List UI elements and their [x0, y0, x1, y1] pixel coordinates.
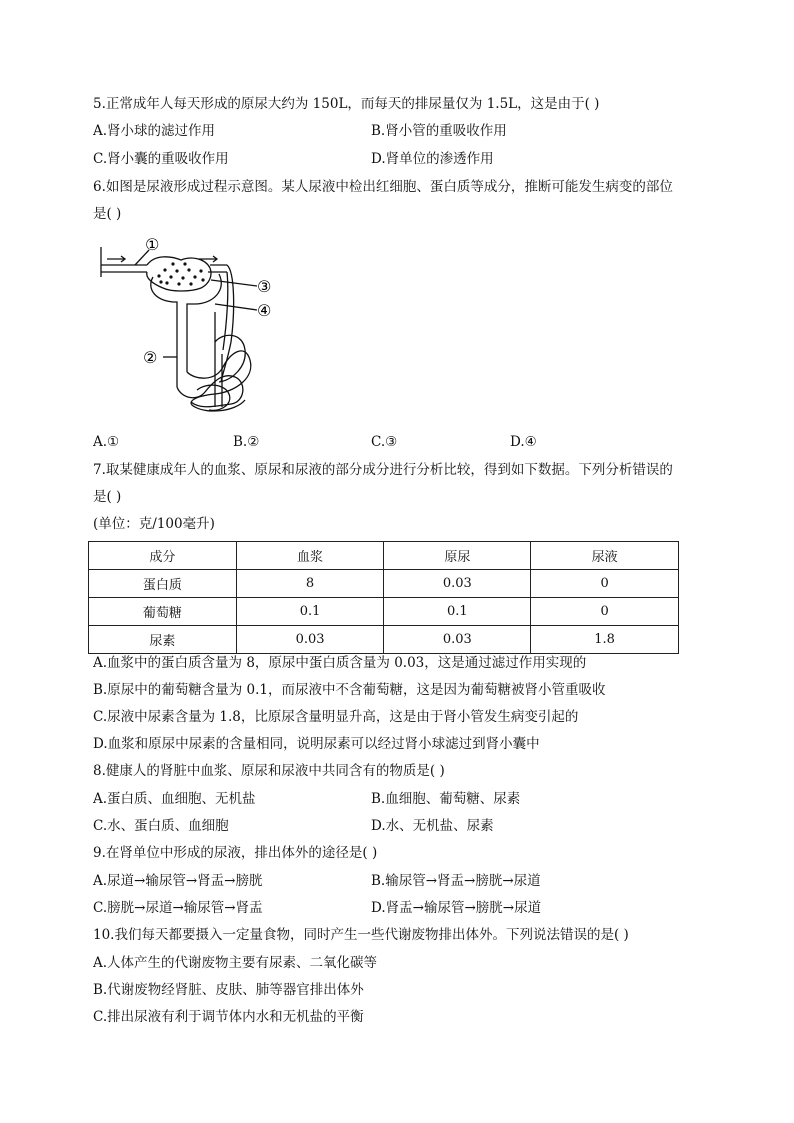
q5-option-d: D.肾单位的渗透作用 [371, 151, 494, 167]
table-cell: 0.03 [384, 570, 531, 598]
q9-stem: 9.在肾单位中形成的尿液，排出体外的途径是( ) [93, 845, 378, 861]
q6-stem-line2: 是( ) [93, 206, 122, 222]
table-row [89, 598, 679, 626]
table-cell: 尿素 [89, 626, 237, 654]
table-row [89, 626, 679, 654]
q6-option-b: B.② [233, 434, 260, 450]
nephron-diagram-svg [95, 232, 295, 422]
q9-option-d: D.肾盂→输尿管→膀胱→尿道 [371, 900, 542, 916]
table-row [89, 570, 679, 598]
q8-option-d: D.水、无机盐、尿素 [371, 818, 494, 834]
table-header-cell: 血浆 [236, 542, 384, 570]
table-cell: 0.1 [236, 598, 384, 626]
table-cell: 葡萄糖 [89, 598, 237, 626]
diagram-label-4: ④ [257, 301, 272, 320]
table-cell: 0 [531, 598, 679, 626]
q9-option-b: B.输尿管→肾盂→膀胱→尿道 [371, 873, 541, 889]
table-cell: 8 [236, 570, 384, 598]
q7-option-b: B.原尿中的葡萄糖含量为 0.1，而尿液中不含葡萄糖，这是因为葡萄糖被肾小管重吸收 [93, 682, 606, 698]
nephron-diagram [95, 232, 295, 426]
data-table [88, 541, 679, 654]
table-cell: 0 [531, 570, 679, 598]
q7-option-d: D.血浆和原尿中尿素的含量相同，说明尿素可以经过肾小球滤过到肾小囊中 [93, 736, 540, 752]
diagram-label-2: ② [143, 348, 158, 367]
table-cell: 1.8 [531, 626, 679, 654]
q7-stem-line2: 是( ) [93, 489, 122, 505]
q9-option-a: A.尿道→输尿管→肾盂→膀胱 [93, 873, 263, 889]
q6-stem-line1: 6.如图是尿液形成过程示意图。某人尿液中检出红细胞、蛋白质等成分，推断可能发生病变的部位 [93, 179, 673, 195]
q5-option-c: C.肾小囊的重吸收作用 [93, 151, 229, 167]
q7-option-a: A.血浆中的蛋白质含量为 8，原尿中蛋白质含量为 0.03，这是通过滤过作用实现的 [93, 655, 587, 671]
q6-option-a: A.① [93, 434, 120, 450]
q10-option-a: A.人体产生的代谢废物主要有尿素、二氧化碳等 [93, 955, 378, 971]
q8-option-c: C.水、蛋白质、血细胞 [93, 818, 229, 834]
q8-option-a: A.蛋白质、血细胞、无机盐 [93, 791, 256, 807]
q5-option-a: A.肾小球的滤过作用 [93, 123, 216, 139]
table-header-cell: 成分 [89, 542, 237, 570]
diagram-label-1: ① [145, 235, 160, 254]
q7-option-c: C.尿液中尿素含量为 1.8，比原尿含量明显升高，这是由于肾小管发生病变引起的 [93, 709, 579, 725]
table-header-cell: 原尿 [384, 542, 531, 570]
q8-stem: 8.健康人的肾脏中血浆、原尿和尿液中共同含有的物质是( ) [93, 763, 445, 779]
q5-option-b: B.肾小管的重吸收作用 [371, 123, 507, 139]
table-header-cell: 尿液 [531, 542, 679, 570]
q9-option-c: C.膀胱→尿道→输尿管→肾盂 [93, 900, 263, 916]
diagram-label-3: ③ [257, 277, 272, 296]
q7-stem-line1: 7.取某健康成年人的血浆、原尿和尿液的部分成分进行分析比较，得到如下数据。下列分析错误的 [93, 462, 673, 478]
q8-option-b: B.血细胞、葡萄糖、尿素 [371, 791, 521, 807]
q5-stem: 5.正常成年人每天形成的原尿大约为 150L，而每天的排尿量仅为 1.5L，这是由于( ) [93, 96, 600, 112]
table-cell: 0.1 [384, 598, 531, 626]
q6-option-c: C.③ [371, 434, 398, 450]
table-header-row [89, 542, 679, 570]
q6-option-d: D.④ [510, 434, 537, 450]
q10-option-b: B.代谢废物经肾脏、皮肤、肺等器官排出体外 [93, 982, 364, 998]
table-cell: 蛋白质 [89, 570, 237, 598]
table-cell: 0.03 [236, 626, 384, 654]
q7-unit: (单位：克/100毫升) [93, 516, 215, 532]
q10-stem: 10.我们每天都要摄入一定量食物，同时产生一些代谢废物排出体外。下列说法错误的是( ) [93, 927, 629, 943]
table-cell: 0.03 [384, 626, 531, 654]
q10-option-c: C.排出尿液有利于调节体内水和无机盐的平衡 [93, 1009, 364, 1025]
